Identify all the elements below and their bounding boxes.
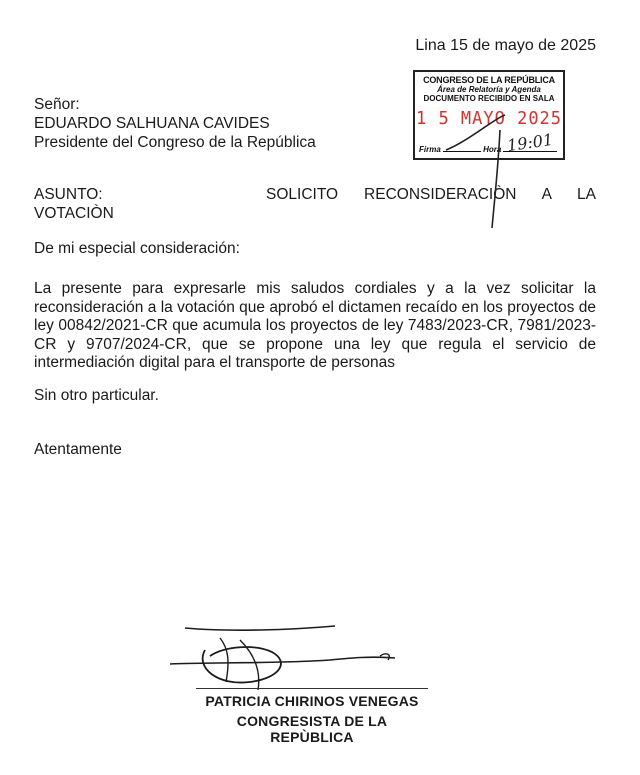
stamp-line-2: Área de Relatoría y Agenda bbox=[437, 85, 541, 94]
stamp-line-1: CONGRESO DE LA REPÚBLICA bbox=[423, 75, 555, 85]
subject-block bbox=[34, 185, 596, 223]
recipient-name: EDUARDO SALHUANA CAVIDES bbox=[34, 115, 270, 132]
recipient-salutation: Señor: bbox=[34, 96, 80, 113]
signature-line bbox=[196, 688, 428, 689]
body-paragraph: La presente para expresarle mis saludos cordiales y a la vez solicitar la reconsideración a la votación que aprobó el dictamen recaído en los proyectos de ley 00842/2021-CR que acumula los proyectos de ley 7483/2023-CR, 7981/2023-CR y 9707/2024-CR, que se propone una ley que regula el servicio de intermediación digital para el transporte de personas bbox=[34, 280, 596, 371]
subject-label: ASUNTO: bbox=[34, 186, 103, 203]
reception-stamp bbox=[413, 70, 565, 160]
greeting: De mi especial consideración: bbox=[34, 240, 240, 257]
signer-title: CONGRESISTA DE LA REPÙBLICA bbox=[236, 713, 388, 745]
stamp-hora-value: 19:01 bbox=[505, 129, 555, 156]
signer-name: PATRICIA CHIRINOS VENEGAS bbox=[205, 693, 419, 709]
date-line: Lina 15 de mayo de 2025 bbox=[415, 37, 596, 54]
closing-line: Sin otro particular. bbox=[34, 387, 159, 404]
stamp-date: 1 5 MAYO 2025 bbox=[415, 108, 563, 130]
farewell-line: Atentamente bbox=[34, 441, 122, 458]
stamp-firma-label: Firma bbox=[419, 145, 441, 154]
stamp-firma-line bbox=[443, 150, 481, 152]
subject-text-line-1: SOLICITO RECONSIDERACIÒN A LA bbox=[266, 186, 596, 203]
recipient-position: Presidente del Congreso de la República bbox=[34, 134, 316, 151]
recipient-block bbox=[34, 95, 316, 152]
stamp-line-3: DOCUMENTO RECIBIDO EN SALA bbox=[423, 94, 555, 103]
stamp-hora-label: Hora bbox=[483, 145, 502, 154]
subject-text-line-2: VOTACIÒN bbox=[34, 205, 114, 222]
